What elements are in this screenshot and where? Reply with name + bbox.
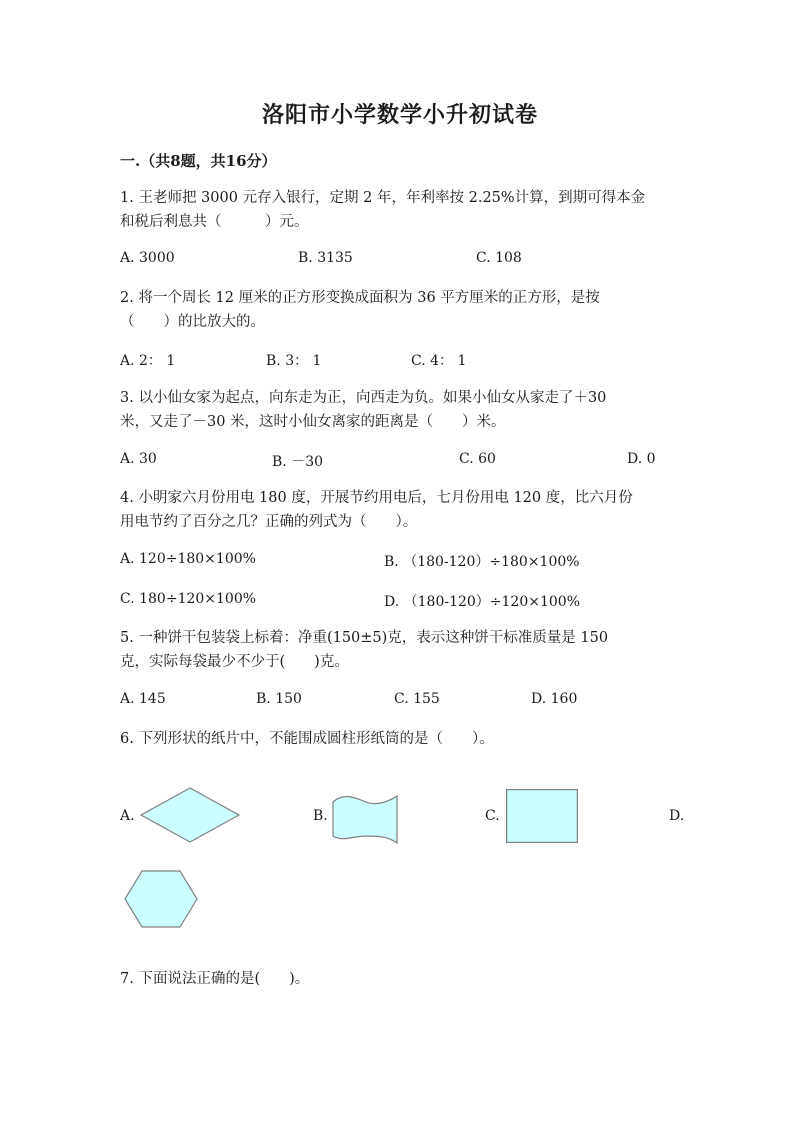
question-3-option-a: A. 30: [120, 451, 157, 467]
wavy-path: [333, 796, 397, 843]
question-6-option-b: B.: [313, 808, 328, 824]
question-5-option-d: D. 160: [531, 691, 578, 707]
exam-title: 洛阳市小学数学小升初试卷: [261, 102, 538, 128]
question-3-line-2: 米，又走了－30 米，这时小仙女离家的距离是（ ）米。: [120, 414, 506, 430]
question-3-line-1: 3. 以小仙女家为起点，向东走为正，向西走为负。如果小仙女从家走了＋30: [120, 390, 607, 406]
question-4-line-1: 4. 小明家六月份用电 180 度，开展节约用电后，七月份用电 120 度，比六月份: [120, 490, 633, 506]
question-5-option-a: A. 145: [120, 691, 166, 707]
rectangle-rect: [507, 790, 578, 843]
question-2-text: [120, 286, 690, 334]
hexagon-shape: [124, 870, 198, 928]
question-5-line-1: 5. 一种饼干包装袋上标着：净重(150±5)克，表示这种饼干标准质量是 150: [120, 630, 609, 646]
question-5-text: [120, 626, 690, 674]
question-3-option-c: C. 60: [459, 451, 496, 467]
rhombus-shape: [140, 787, 240, 843]
question-2-line-2: （ ）的比放大的。: [120, 314, 265, 330]
question-6-text: [120, 727, 690, 751]
question-4-option-a: A. 120÷180×100%: [120, 551, 256, 567]
question-2-line-1: 2. 将一个周长 12 厘米的正方形变换成面积为 36 平方厘米的正方形，是按: [120, 290, 600, 306]
question-5-line-2: 克，实际每袋最少不少于( )克。: [120, 654, 349, 670]
question-2-option-a: A. 2： 1: [120, 353, 176, 369]
question-1-line-2: 和税后利息共（ ）元。: [120, 214, 309, 230]
question-3-text: [120, 386, 690, 434]
question-4-text: [120, 486, 690, 534]
wavy-shape: [332, 796, 398, 844]
question-3-option-b: B. －30: [272, 454, 324, 470]
question-6-option-c: C.: [485, 808, 500, 824]
question-3-option-d: D. 0: [627, 451, 656, 467]
question-5-option-c: C. 155: [394, 691, 440, 707]
question-1-option-c: C. 108: [476, 250, 522, 266]
question-1-text: [120, 186, 690, 234]
question-1-line-1: 1. 王老师把 3000 元存入银行，定期 2 年，年利率按 2.25%计算，到期可得本金: [120, 190, 646, 206]
question-1-option-a: A. 3000: [120, 250, 175, 266]
question-5-option-b: B. 150: [256, 691, 302, 707]
question-2-option-b: B. 3： 1: [266, 353, 322, 369]
question-2-option-c: C. 4： 1: [411, 353, 467, 369]
rhombus-polygon: [141, 788, 239, 842]
question-7-text: [120, 967, 690, 991]
question-7-line-1: 7. 下面说法正确的是( )。: [120, 971, 310, 987]
question-4-option-d: D. （180-120）÷120×100%: [384, 594, 581, 610]
question-6-line-1: 6. 下列形状的纸片中，不能围成圆柱形纸筒的是（ ）。: [120, 731, 494, 747]
question-4-option-c: C. 180÷120×100%: [120, 591, 257, 607]
question-4-line-2: 用电节约了百分之几？正确的列式为（ ）。: [120, 514, 418, 530]
question-1-option-b: B. 3135: [298, 250, 353, 266]
rectangle-shape: [506, 789, 578, 843]
section-heading: 一.（共8题，共16分）: [120, 152, 277, 170]
question-4-option-b: B. （180-120）÷180×100%: [384, 554, 580, 570]
question-6-option-a: A.: [120, 808, 135, 824]
hexagon-polygon: [125, 871, 197, 927]
question-6-option-d: D.: [669, 808, 685, 824]
